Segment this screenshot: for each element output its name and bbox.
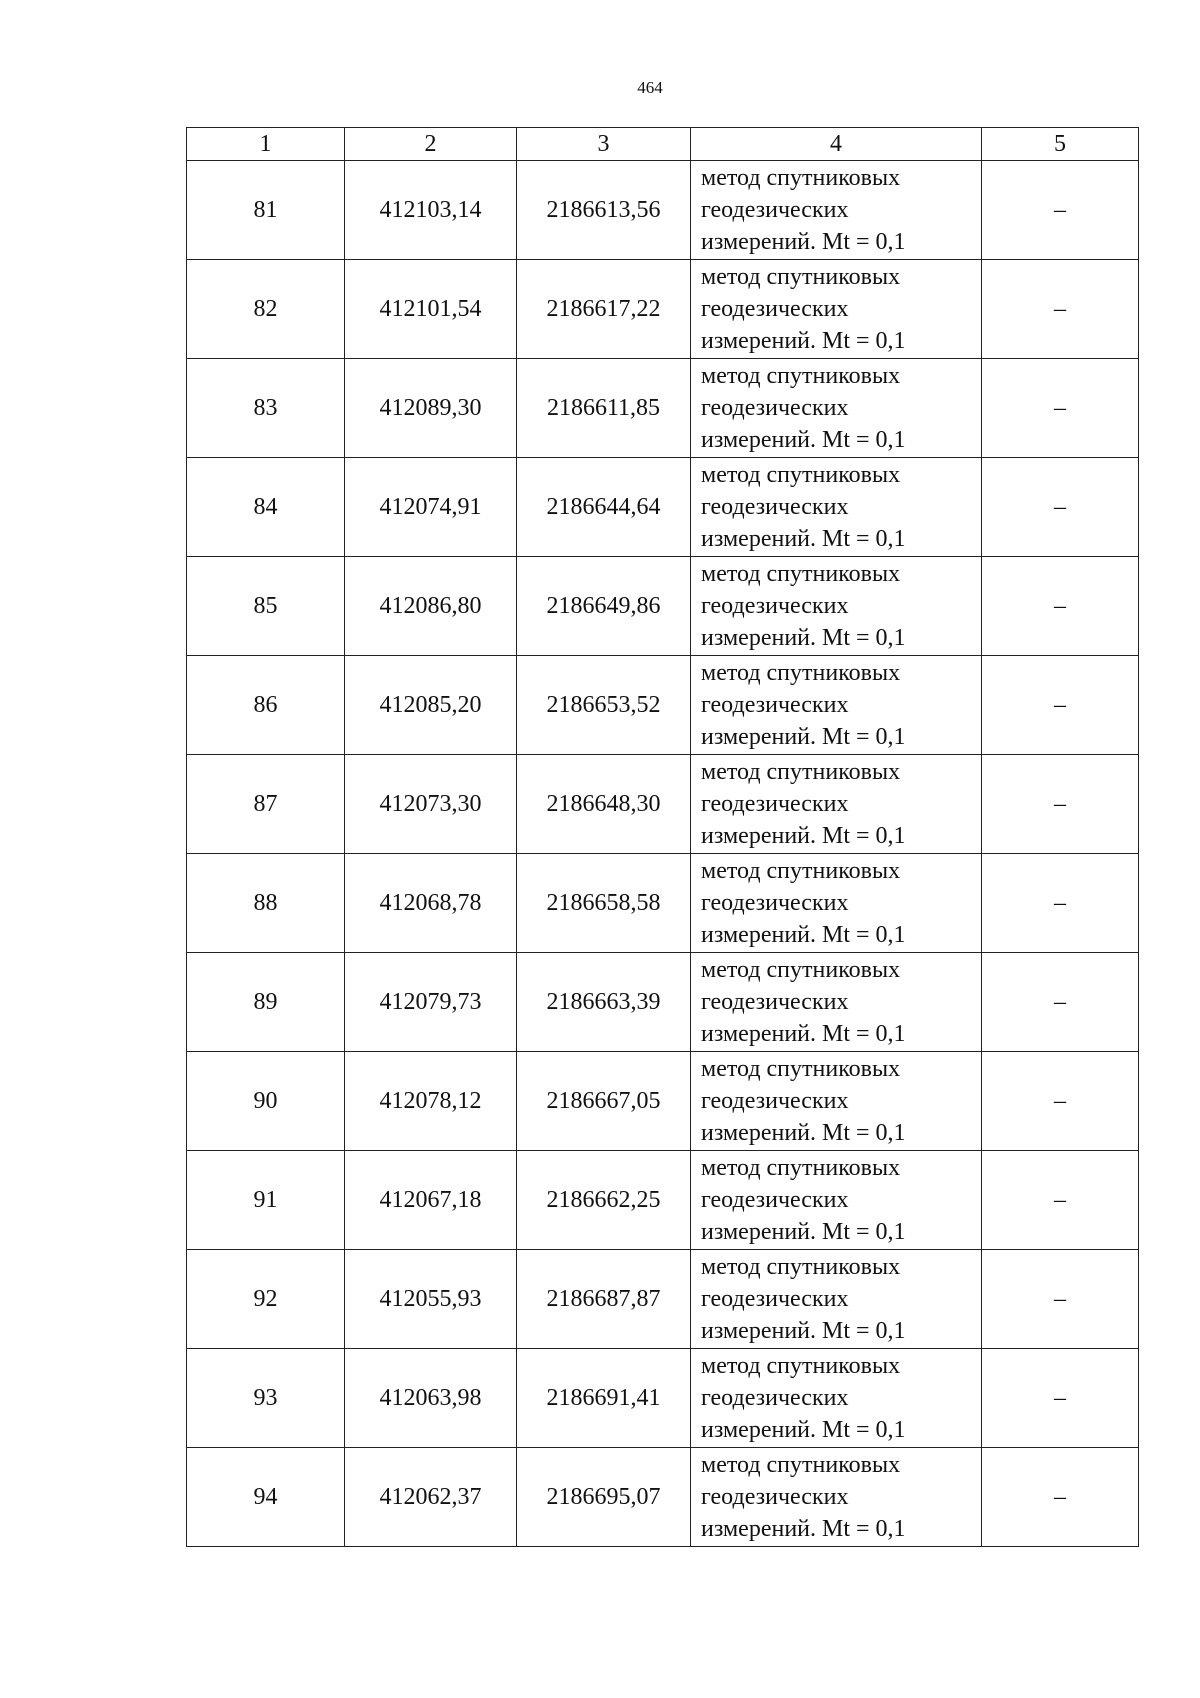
method-line: измерений. Mt = 0,1: [701, 1219, 906, 1245]
page-number: 464: [637, 78, 663, 97]
column-header: 5: [982, 128, 1139, 161]
y-coordinate-cell: 2186648,30: [517, 755, 691, 854]
point-number-cell: 89: [187, 953, 345, 1052]
y-coordinate-cell: 2186653,52: [517, 656, 691, 755]
note-cell: –: [982, 1052, 1139, 1151]
method-line: метод спутниковых: [701, 759, 901, 785]
method-cell: [691, 161, 982, 260]
x-coordinate-cell: 412085,20: [345, 656, 517, 755]
table-row: [187, 854, 1139, 953]
table-row: [187, 1151, 1139, 1250]
method-line: геодезических: [701, 1484, 849, 1510]
method-line: метод спутниковых: [701, 1353, 901, 1379]
x-coordinate-cell: 412063,98: [345, 1349, 517, 1448]
x-coordinate-cell: 412086,80: [345, 557, 517, 656]
method-cell: [691, 755, 982, 854]
point-number-cell: 87: [187, 755, 345, 854]
table-row: [187, 1250, 1139, 1349]
x-coordinate-cell: 412067,18: [345, 1151, 517, 1250]
x-coordinate-cell: 412073,30: [345, 755, 517, 854]
table-row: [187, 557, 1139, 656]
y-coordinate-cell: 2186667,05: [517, 1052, 691, 1151]
note-cell: –: [982, 854, 1139, 953]
method-line: метод спутниковых: [701, 957, 901, 983]
method-cell: [691, 359, 982, 458]
x-coordinate-cell: 412062,37: [345, 1448, 517, 1547]
y-coordinate-cell: 2186687,87: [517, 1250, 691, 1349]
y-coordinate-cell: 2186644,64: [517, 458, 691, 557]
method-line: геодезических: [701, 296, 849, 322]
method-line: геодезических: [701, 890, 849, 916]
note-cell: –: [982, 755, 1139, 854]
note-cell: –: [982, 1448, 1139, 1547]
y-coordinate-cell: 2186617,22: [517, 260, 691, 359]
y-coordinate-cell: 2186663,39: [517, 953, 691, 1052]
y-coordinate-cell: 2186662,25: [517, 1151, 691, 1250]
method-line: геодезических: [701, 989, 849, 1015]
point-number-cell: 83: [187, 359, 345, 458]
method-line: геодезических: [701, 692, 849, 718]
note-cell: –: [982, 656, 1139, 755]
point-number-cell: 82: [187, 260, 345, 359]
table-row: [187, 260, 1139, 359]
method-cell: [691, 260, 982, 359]
point-number-cell: 81: [187, 161, 345, 260]
x-coordinate-cell: 412089,30: [345, 359, 517, 458]
point-number-cell: 86: [187, 656, 345, 755]
note-cell: –: [982, 359, 1139, 458]
method-line: геодезических: [701, 197, 849, 223]
note-cell: –: [982, 953, 1139, 1052]
method-line: измерений. Mt = 0,1: [701, 1318, 906, 1344]
table-row: [187, 953, 1139, 1052]
table-body: [187, 161, 1139, 1547]
coordinates-table: [186, 127, 1139, 1547]
note-cell: –: [982, 458, 1139, 557]
point-number-cell: 85: [187, 557, 345, 656]
method-line: метод спутниковых: [701, 1155, 901, 1181]
y-coordinate-cell: 2186691,41: [517, 1349, 691, 1448]
point-number-cell: 91: [187, 1151, 345, 1250]
column-header: 4: [691, 128, 982, 161]
method-line: метод спутниковых: [701, 660, 901, 686]
method-line: геодезических: [701, 1286, 849, 1312]
method-cell: [691, 656, 982, 755]
table-row: [187, 458, 1139, 557]
point-number-cell: 90: [187, 1052, 345, 1151]
x-coordinate-cell: 412101,54: [345, 260, 517, 359]
table-row: [187, 1349, 1139, 1448]
method-line: метод спутниковых: [701, 1452, 901, 1478]
x-coordinate-cell: 412078,12: [345, 1052, 517, 1151]
method-line: геодезических: [701, 1187, 849, 1213]
point-number-cell: 93: [187, 1349, 345, 1448]
method-line: метод спутниковых: [701, 264, 901, 290]
method-line: измерений. Mt = 0,1: [701, 1021, 906, 1047]
method-line: измерений. Mt = 0,1: [701, 625, 906, 651]
note-cell: –: [982, 161, 1139, 260]
x-coordinate-cell: 412055,93: [345, 1250, 517, 1349]
table-row: [187, 1448, 1139, 1547]
note-cell: –: [982, 260, 1139, 359]
x-coordinate-cell: 412074,91: [345, 458, 517, 557]
method-cell: [691, 854, 982, 953]
method-line: геодезических: [701, 395, 849, 421]
method-line: геодезических: [701, 1088, 849, 1114]
method-line: измерений. Mt = 0,1: [701, 328, 906, 354]
method-line: метод спутниковых: [701, 561, 901, 587]
method-cell: [691, 1250, 982, 1349]
column-header: 1: [187, 128, 345, 161]
x-coordinate-cell: 412103,14: [345, 161, 517, 260]
method-line: геодезических: [701, 593, 849, 619]
note-cell: –: [982, 1250, 1139, 1349]
y-coordinate-cell: 2186649,86: [517, 557, 691, 656]
method-cell: [691, 953, 982, 1052]
method-line: геодезических: [701, 1385, 849, 1411]
table-row: [187, 656, 1139, 755]
table-row: [187, 359, 1139, 458]
x-coordinate-cell: 412068,78: [345, 854, 517, 953]
table-row: [187, 161, 1139, 260]
x-coordinate-cell: 412079,73: [345, 953, 517, 1052]
method-line: метод спутниковых: [701, 1056, 901, 1082]
method-cell: [691, 1151, 982, 1250]
y-coordinate-cell: 2186695,07: [517, 1448, 691, 1547]
method-line: метод спутниковых: [701, 462, 901, 488]
point-number-cell: 92: [187, 1250, 345, 1349]
point-number-cell: 88: [187, 854, 345, 953]
y-coordinate-cell: 2186613,56: [517, 161, 691, 260]
y-coordinate-cell: 2186658,58: [517, 854, 691, 953]
method-line: измерений. Mt = 0,1: [701, 229, 906, 255]
method-line: геодезических: [701, 791, 849, 817]
method-line: измерений. Mt = 0,1: [701, 427, 906, 453]
table-row: [187, 1052, 1139, 1151]
method-line: измерений. Mt = 0,1: [701, 724, 906, 750]
method-line: измерений. Mt = 0,1: [701, 823, 906, 849]
note-cell: –: [982, 557, 1139, 656]
note-cell: –: [982, 1349, 1139, 1448]
method-line: метод спутниковых: [701, 1254, 901, 1280]
method-line: метод спутниковых: [701, 165, 901, 191]
method-line: измерений. Mt = 0,1: [701, 1516, 906, 1542]
method-line: метод спутниковых: [701, 363, 901, 389]
table-header-row: [187, 128, 1139, 161]
method-cell: [691, 1448, 982, 1547]
method-line: измерений. Mt = 0,1: [701, 526, 906, 552]
method-line: измерений. Mt = 0,1: [701, 1120, 906, 1146]
method-line: измерений. Mt = 0,1: [701, 922, 906, 948]
table-row: [187, 755, 1139, 854]
method-cell: [691, 1052, 982, 1151]
method-cell: [691, 458, 982, 557]
method-line: измерений. Mt = 0,1: [701, 1417, 906, 1443]
point-number-cell: 84: [187, 458, 345, 557]
column-header: 3: [517, 128, 691, 161]
method-line: метод спутниковых: [701, 858, 901, 884]
note-cell: –: [982, 1151, 1139, 1250]
column-header: 2: [345, 128, 517, 161]
method-cell: [691, 557, 982, 656]
y-coordinate-cell: 2186611,85: [517, 359, 691, 458]
method-line: геодезических: [701, 494, 849, 520]
method-cell: [691, 1349, 982, 1448]
point-number-cell: 94: [187, 1448, 345, 1547]
